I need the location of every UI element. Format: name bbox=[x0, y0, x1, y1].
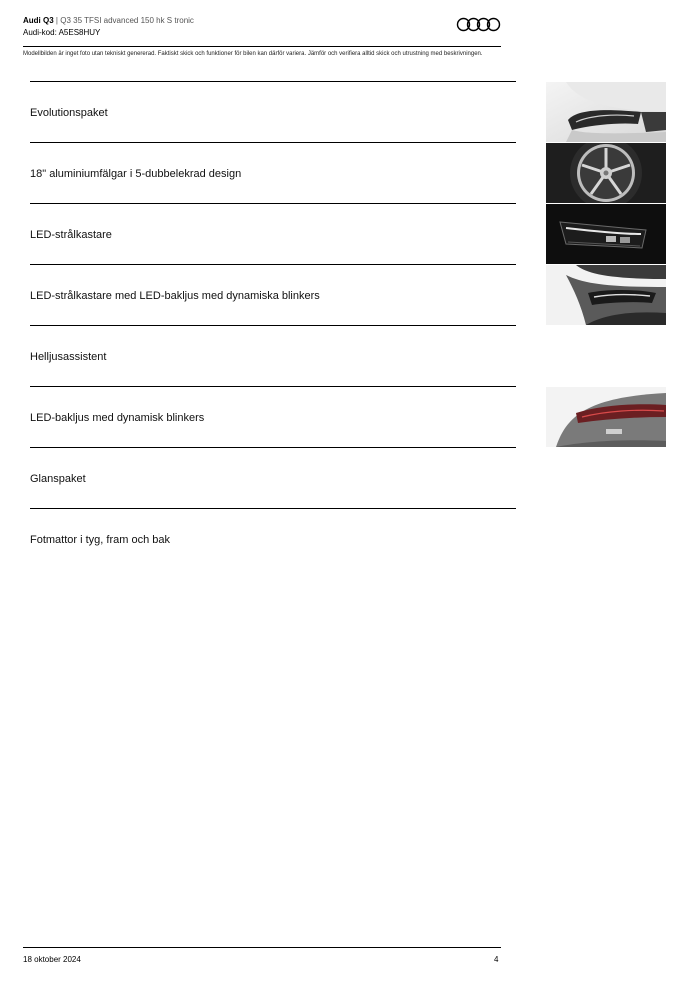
equipment-label: Helljusassistent bbox=[30, 351, 107, 363]
equipment-label: 18" aluminiumfälgar i 5-dubbelekrad design bbox=[30, 168, 242, 180]
equipment-item bbox=[30, 203, 516, 264]
headlight-front-grey-image bbox=[546, 265, 666, 325]
page-header bbox=[23, 16, 501, 38]
equipment-label: Glanspaket bbox=[30, 473, 86, 485]
equipment-item bbox=[30, 81, 516, 142]
equipment-item bbox=[30, 142, 516, 203]
equipment-label: Evolutionspaket bbox=[30, 107, 108, 119]
led-taillight-image bbox=[546, 387, 666, 447]
equipment-label: LED-strålkastare med LED-bakljus med dynamiska blinkers bbox=[30, 290, 320, 302]
footer-divider bbox=[23, 947, 501, 948]
equipment-item bbox=[30, 508, 516, 569]
headlight-front-light-image bbox=[546, 82, 666, 142]
equipment-label: Fotmattor i tyg, fram och bak bbox=[30, 534, 170, 546]
equipment-item bbox=[30, 447, 516, 508]
equipment-item bbox=[30, 325, 516, 386]
header-title bbox=[23, 16, 501, 26]
equipment-item bbox=[30, 386, 516, 447]
equipment-list bbox=[30, 81, 516, 569]
audi-rings-logo bbox=[456, 17, 501, 32]
led-headlight-dark-image bbox=[546, 204, 666, 264]
header-divider bbox=[23, 46, 501, 47]
equipment-item bbox=[30, 264, 516, 325]
disclaimer-text: Modellbilden är inget foto utan tekniskt genererad. Faktiskt skick och funktioner för bilen kan därför variera. Jämför och verifiera alltid skick och utrustning med beskrivningen. bbox=[23, 51, 483, 57]
page-number: 4 bbox=[494, 955, 499, 964]
header-separator: | bbox=[55, 16, 58, 25]
alloy-wheel-image bbox=[546, 143, 666, 203]
model-variant: Q3 35 TFSI advanced 150 hk S tronic bbox=[60, 16, 194, 25]
model-name: Audi Q3 bbox=[23, 16, 54, 25]
equipment-label: LED-strålkastare bbox=[30, 229, 112, 241]
equipment-label: LED-bakljus med dynamisk blinkers bbox=[30, 412, 205, 424]
audi-code: Audi-kod: A5ES8HUY bbox=[23, 28, 101, 37]
footer-date: 18 oktober 2024 bbox=[23, 955, 81, 964]
